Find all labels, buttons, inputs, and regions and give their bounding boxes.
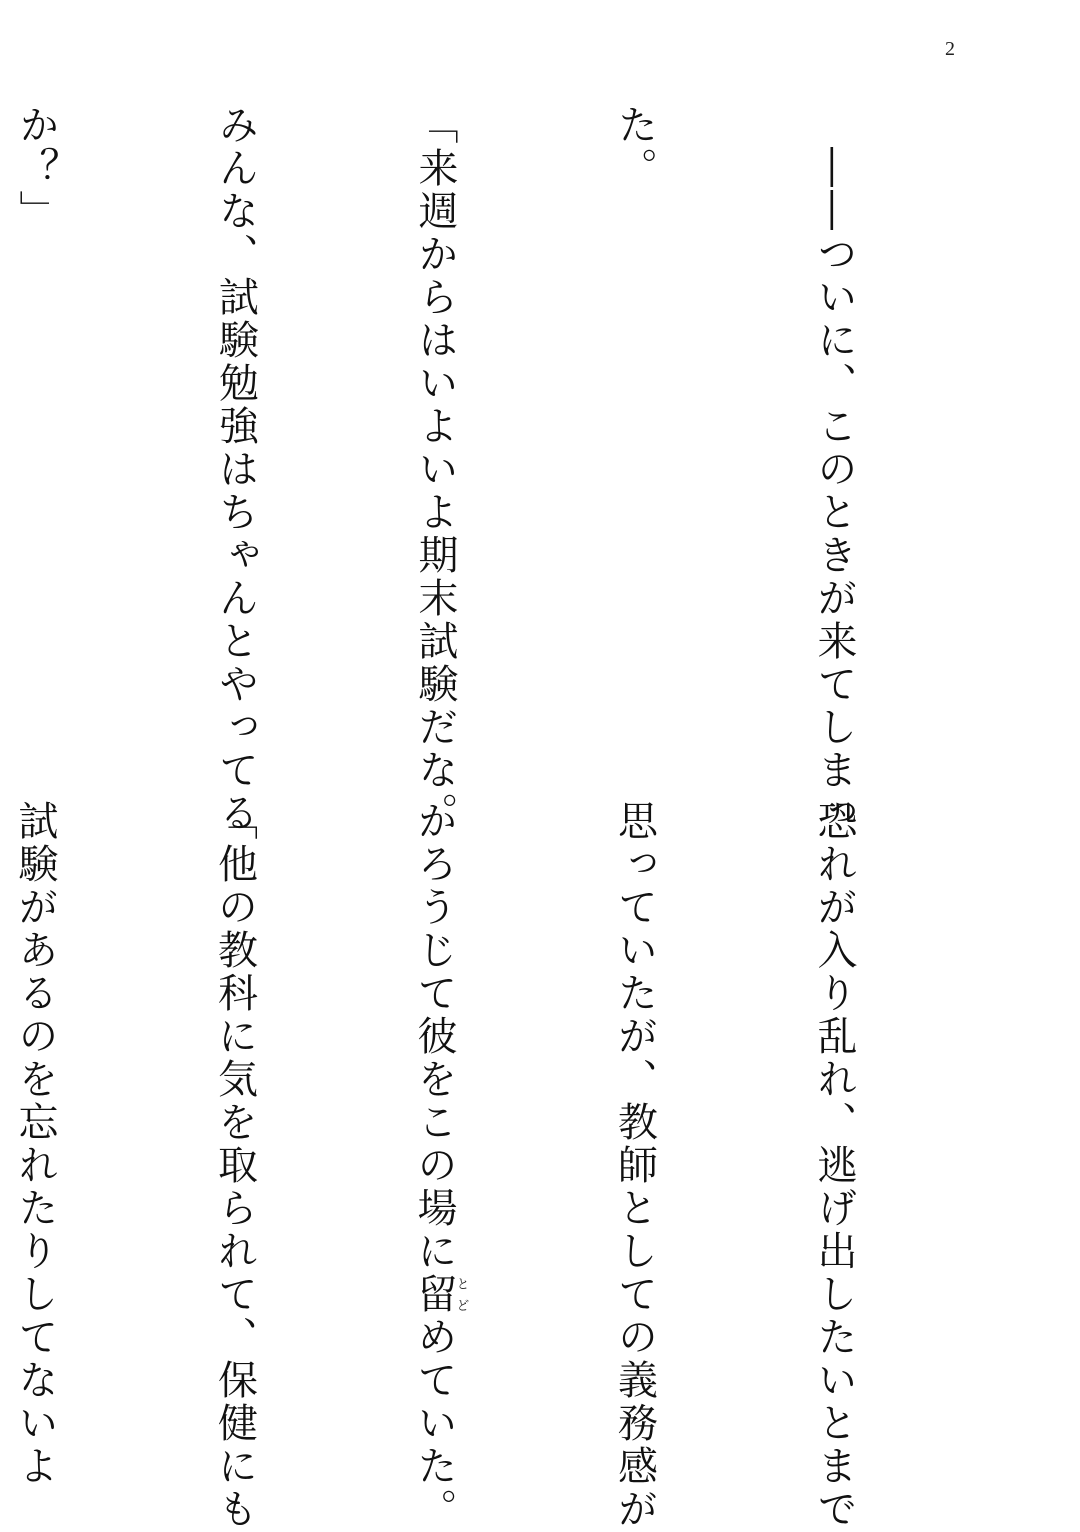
text-block-upper <box>13 104 1000 835</box>
text-line: ――ついに、このときが来てしまっ <box>811 104 857 835</box>
text-segment: かろうじて彼をこの場に <box>411 800 457 1273</box>
text-line: 恐れが入り乱れ、逃げ出したいとまで <box>811 800 857 1531</box>
text-line: た。 <box>611 104 658 190</box>
text-line: 思っていたが、教師としての義務感が <box>611 800 658 1531</box>
ruby-base: 留 <box>411 1273 457 1316</box>
text-line: か？」 <box>13 104 59 233</box>
text-line: 「他の教科に気を取られて、保健にも <box>211 800 258 1531</box>
text-line: 「来週からはいよいよ期末試験だな。 <box>412 104 458 835</box>
text-line: 試験があるのを忘れたりしてないよ <box>12 800 58 1488</box>
ruby-todo <box>411 1273 469 1316</box>
text-block-lower <box>12 800 1000 1531</box>
text-line: みんな、試験勉強はちゃんとやってる <box>212 104 259 835</box>
ruby-reading: とど <box>453 1273 469 1316</box>
page-number: 2 <box>945 38 955 60</box>
text-segment: めていた。 <box>411 1316 457 1531</box>
text-line-with-ruby <box>401 800 469 1531</box>
